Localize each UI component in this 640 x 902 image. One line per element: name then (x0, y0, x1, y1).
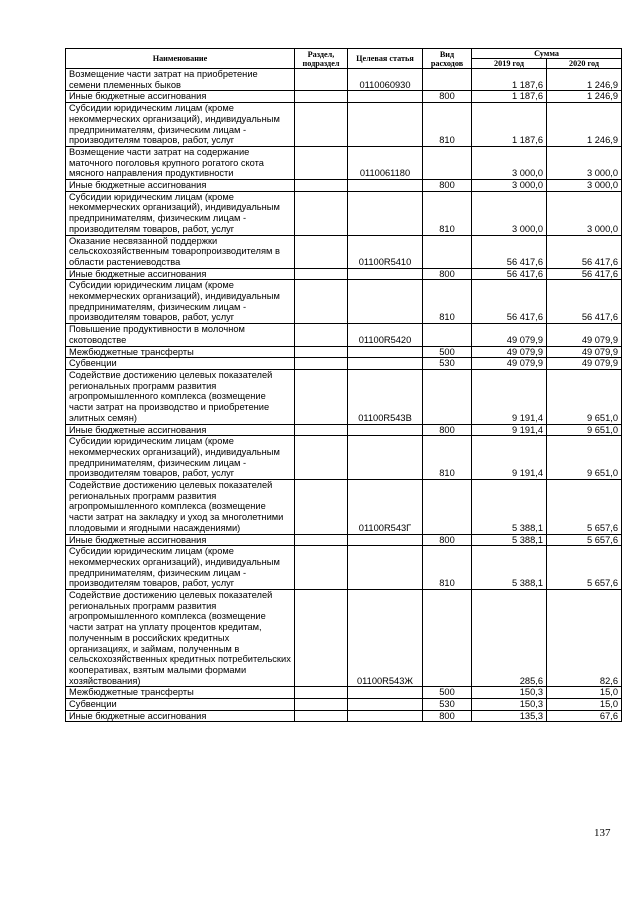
cell-target-code (348, 436, 423, 480)
cell-value-2020: 1 246,9 (547, 69, 622, 91)
cell-expense-type: 810 (423, 546, 472, 590)
cell-expense-type (423, 369, 472, 424)
cell-expense-type (423, 324, 472, 346)
cell-name: Иные бюджетные ассигнования (66, 180, 295, 192)
cell-value-2020: 15,0 (547, 699, 622, 711)
cell-name: Межбюджетные трансферты (66, 346, 295, 358)
table-body (66, 69, 622, 722)
cell-expense-type: 530 (423, 699, 472, 711)
cell-target-code (348, 710, 423, 722)
cell-expense-type: 800 (423, 268, 472, 280)
cell-value-2020: 9 651,0 (547, 436, 622, 480)
cell-value-2019: 3 000,0 (472, 180, 547, 192)
cell-value-2020: 9 651,0 (547, 424, 622, 436)
table-row (66, 324, 622, 346)
cell-section (295, 91, 348, 103)
table-row (66, 358, 622, 370)
cell-section (295, 546, 348, 590)
cell-value-2020: 3 000,0 (547, 146, 622, 179)
cell-expense-type: 530 (423, 358, 472, 370)
cell-section (295, 534, 348, 546)
table-row (66, 346, 622, 358)
cell-target-code (348, 534, 423, 546)
cell-section (295, 687, 348, 699)
budget-table (65, 48, 622, 722)
cell-section (295, 358, 348, 370)
cell-target-code (348, 424, 423, 436)
header-year-2019: 2019 год (472, 59, 547, 69)
cell-expense-type: 810 (423, 436, 472, 480)
table-row (66, 69, 622, 91)
table-row (66, 180, 622, 192)
cell-name: Оказание несвязанной поддержки сельскохозяйственным товаропроизводителям в области растениеводства (66, 235, 295, 268)
cell-target-code (348, 103, 423, 147)
cell-target-code: 01100R5420 (348, 324, 423, 346)
cell-name: Межбюджетные трансферты (66, 687, 295, 699)
cell-target-code: 01100R543Г (348, 480, 423, 535)
cell-value-2020: 82,6 (547, 590, 622, 687)
cell-section (295, 180, 348, 192)
cell-target-code (348, 180, 423, 192)
table-row (66, 534, 622, 546)
cell-value-2019: 1 187,6 (472, 103, 547, 147)
table-row (66, 699, 622, 711)
header-name: Наименование (66, 49, 295, 69)
cell-value-2019: 1 187,6 (472, 69, 547, 91)
cell-name: Повышение продуктивности в молочном скотоводстве (66, 324, 295, 346)
cell-name: Содействие достижению целевых показателей региональных программ развития агропромышленного комплекса (возмещение части затрат на производство и приобретение элитных семян) (66, 369, 295, 424)
cell-name: Субсидии юридическим лицам (кроме некоммерческих организаций), индивидуальным предпринимателям, физическим лицам - производителям товаров, работ, услуг (66, 103, 295, 147)
cell-expense-type: 800 (423, 180, 472, 192)
cell-value-2019: 49 079,9 (472, 358, 547, 370)
cell-value-2019: 56 417,6 (472, 235, 547, 268)
cell-section (295, 103, 348, 147)
cell-target-code: 01100R543Ж (348, 590, 423, 687)
cell-section (295, 268, 348, 280)
cell-value-2020: 49 079,9 (547, 346, 622, 358)
cell-value-2019: 150,3 (472, 699, 547, 711)
cell-section (295, 146, 348, 179)
cell-expense-type: 800 (423, 91, 472, 103)
cell-value-2020: 56 417,6 (547, 280, 622, 324)
cell-target-code: 0110060930 (348, 69, 423, 91)
cell-target-code: 01100R543B (348, 369, 423, 424)
table-row (66, 235, 622, 268)
cell-value-2020: 15,0 (547, 687, 622, 699)
cell-expense-type: 800 (423, 424, 472, 436)
cell-expense-type: 810 (423, 103, 472, 147)
cell-value-2020: 3 000,0 (547, 191, 622, 235)
cell-expense-type: 810 (423, 280, 472, 324)
cell-target-code (348, 280, 423, 324)
cell-expense-type: 500 (423, 346, 472, 358)
table-row (66, 91, 622, 103)
cell-section (295, 436, 348, 480)
table-row (66, 590, 622, 687)
cell-name: Субсидии юридическим лицам (кроме некоммерческих организаций), индивидуальным предпринимателям, физическим лицам - производителям товаров, работ, услуг (66, 436, 295, 480)
cell-value-2019: 56 417,6 (472, 268, 547, 280)
cell-section (295, 191, 348, 235)
cell-target-code (348, 687, 423, 699)
header-year-2020: 2020 год (547, 59, 622, 69)
cell-section (295, 280, 348, 324)
cell-name: Иные бюджетные ассигнования (66, 424, 295, 436)
page-number: 137 (594, 827, 611, 839)
cell-value-2020: 1 246,9 (547, 103, 622, 147)
cell-section (295, 69, 348, 91)
cell-expense-type (423, 590, 472, 687)
table-header (66, 49, 622, 69)
cell-target-code: 01100R5410 (348, 235, 423, 268)
cell-name: Иные бюджетные ассигнования (66, 91, 295, 103)
cell-expense-type (423, 146, 472, 179)
cell-section (295, 424, 348, 436)
table-row (66, 480, 622, 535)
cell-target-code (348, 699, 423, 711)
cell-expense-type: 810 (423, 191, 472, 235)
table-row (66, 103, 622, 147)
cell-value-2019: 49 079,9 (472, 324, 547, 346)
cell-section (295, 710, 348, 722)
cell-section (295, 590, 348, 687)
cell-name: Иные бюджетные ассигнования (66, 534, 295, 546)
table-row (66, 546, 622, 590)
table-row (66, 687, 622, 699)
cell-value-2019: 135,3 (472, 710, 547, 722)
cell-section (295, 235, 348, 268)
header-sum: Сумма (472, 49, 622, 59)
cell-expense-type (423, 480, 472, 535)
cell-value-2019: 9 191,4 (472, 436, 547, 480)
cell-value-2019: 285,6 (472, 590, 547, 687)
cell-value-2020: 3 000,0 (547, 180, 622, 192)
cell-value-2020: 49 079,9 (547, 324, 622, 346)
cell-value-2020: 67,6 (547, 710, 622, 722)
cell-target-code (348, 268, 423, 280)
cell-expense-type (423, 235, 472, 268)
cell-target-code (348, 91, 423, 103)
table-row (66, 436, 622, 480)
table-row (66, 424, 622, 436)
cell-value-2020: 5 657,6 (547, 480, 622, 535)
cell-target-code (348, 191, 423, 235)
cell-section (295, 480, 348, 535)
table-row (66, 268, 622, 280)
cell-value-2020: 56 417,6 (547, 268, 622, 280)
cell-expense-type: 800 (423, 534, 472, 546)
cell-value-2019: 150,3 (472, 687, 547, 699)
cell-name: Субсидии юридическим лицам (кроме некоммерческих организаций), индивидуальным предпринимателям, физическим лицам - производителям товаров, работ, услуг (66, 280, 295, 324)
table-row (66, 280, 622, 324)
cell-value-2019: 49 079,9 (472, 346, 547, 358)
cell-value-2020: 9 651,0 (547, 369, 622, 424)
table-row (66, 146, 622, 179)
cell-section (295, 346, 348, 358)
cell-section (295, 324, 348, 346)
cell-value-2020: 5 657,6 (547, 534, 622, 546)
cell-target-code (348, 358, 423, 370)
header-section: Раздел, подраздел (295, 49, 348, 69)
cell-value-2020: 49 079,9 (547, 358, 622, 370)
cell-name: Субвенции (66, 699, 295, 711)
cell-value-2020: 1 246,9 (547, 91, 622, 103)
cell-target-code: 0110061180 (348, 146, 423, 179)
cell-target-code (348, 546, 423, 590)
header-target: Целевая статья (348, 49, 423, 69)
cell-value-2019: 5 388,1 (472, 546, 547, 590)
cell-name: Иные бюджетные ассигнования (66, 268, 295, 280)
table-row (66, 369, 622, 424)
cell-value-2019: 9 191,4 (472, 369, 547, 424)
cell-name: Субвенции (66, 358, 295, 370)
cell-name: Возмещение части затрат на приобретение семени племенных быков (66, 69, 295, 91)
cell-expense-type: 500 (423, 687, 472, 699)
cell-value-2019: 5 388,1 (472, 480, 547, 535)
cell-value-2019: 1 187,6 (472, 91, 547, 103)
cell-name: Субсидии юридическим лицам (кроме некоммерческих организаций), индивидуальным предпринимателям, физическим лицам - производителям товаров, работ, услуг (66, 546, 295, 590)
cell-section (295, 369, 348, 424)
cell-name: Содействие достижению целевых показателей региональных программ развития агропромышленного комплекса (возмещение части затрат на закладку и уход за многолетними плодовыми и ягодными насаждениями) (66, 480, 295, 535)
cell-name: Возмещение части затрат на содержание маточного поголовья крупного рогатого скота мясного направления продуктивности (66, 146, 295, 179)
header-vid: Вид расходов (423, 49, 472, 69)
cell-name: Содействие достижению целевых показателей региональных программ развития агропромышленного комплекса (возмещение части затрат на уплату процентов кредитам, полученным в российских кредитных организациях, и займам, полученным в сельскохозяйственных кредитных потребительских кооперативах, взятым малыми формами хозяйствования) (66, 590, 295, 687)
cell-section (295, 699, 348, 711)
cell-name: Иные бюджетные ассигнования (66, 710, 295, 722)
cell-expense-type: 800 (423, 710, 472, 722)
cell-value-2019: 9 191,4 (472, 424, 547, 436)
cell-target-code (348, 346, 423, 358)
cell-value-2019: 56 417,6 (472, 280, 547, 324)
cell-value-2019: 3 000,0 (472, 191, 547, 235)
cell-expense-type (423, 69, 472, 91)
cell-value-2020: 5 657,6 (547, 546, 622, 590)
table-row (66, 710, 622, 722)
cell-value-2019: 3 000,0 (472, 146, 547, 179)
cell-value-2020: 56 417,6 (547, 235, 622, 268)
table-row (66, 191, 622, 235)
cell-value-2019: 5 388,1 (472, 534, 547, 546)
cell-name: Субсидии юридическим лицам (кроме некоммерческих организаций), индивидуальным предпринимателям, физическим лицам - производителям товаров, работ, услуг (66, 191, 295, 235)
